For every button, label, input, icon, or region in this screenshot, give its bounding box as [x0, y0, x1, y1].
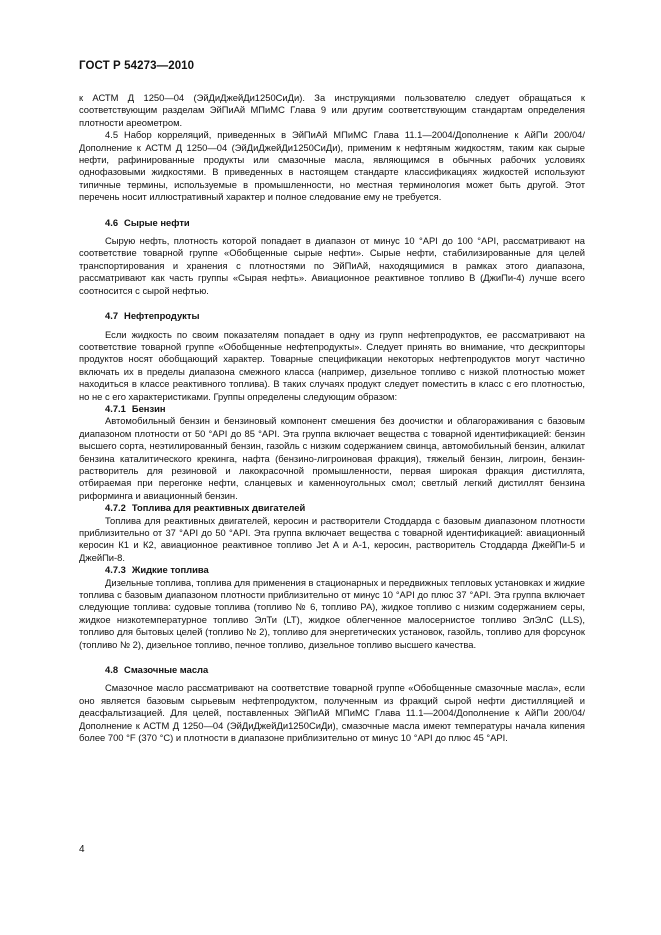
section-text-4-8: Смазочное масло рассматривают на соответствие товарной группе «Обобщенные смазочные масла», если оно является базовым сырьевым нефтепродуктом, полученным из фракций сырой нефти дистилляцией и деасфальтизацией. Для целей, поставленных ЭйПиАй МПиМС Глава 11.1—2004/Дополнение к АйПи 200/04/Дополнение к АСТМ Д 1250—04 (ЭйДиДжейДи1250СиДи), смазочные масла имеют температуры начала кипения более 700 °F (370 °С) и плотности в диапазоне приблизительно от минус 10 °API до плюс 45 °API. [79, 682, 585, 744]
document-header: ГОСТ Р 54273—2010 [79, 60, 195, 72]
paragraph-continuation: к АСТМ Д 1250—04 (ЭйДиДжейДи1250СиДи). За инструкциями пользователю следует обращаться к соответствующим разделам ЭйПиАй МПиМС Глава 9 или другим соответствующим стандартам определения плотности ареометром. [79, 92, 585, 128]
section-text-4-7-3: Дизельные топлива, топлива для применения в стационарных и передвижных тепловых установках и жидкие топлива с базовым диапазоном плотности приблизительно от минус 10 °API до плюс 37 °API. Эта группа включает следующие топлива: судовые топлива (топливо № 6, топливо РА), жидкое топливо с низким содержанием серы, жидкое низкотемпературное топливо ЭлТи (LT), жидкое облегченное малосернистое топливо ЭлЭлС (LLS), топливо для бытовых целей (топливо № 2), топливо для энергетических установок, газойль, топливо для форсунок (топливо № 2), дизельное топливо, печное топливо, дизельное топливо высшего качества. [79, 576, 585, 650]
section-number: 4.7.2 [105, 502, 126, 514]
section-number: 4.7 [105, 310, 119, 322]
section-number: 4.6 [105, 216, 119, 228]
section-heading-4-8 [79, 664, 585, 676]
section-text-4-7-2: Топлива для реактивных двигателей, керосин и растворители Стоддарда с базовым диапазоном плотности приблизительно от 37 °API до 50 °API. Эта группа включает вещества с товарной идентификацией: авиационный керосин К1 и К2, авиационное реактивное топливо Jet A и А-1, керосин, растворитель Стоддарда ДжейПи-5 и ДжейПи-8. [79, 514, 585, 563]
section-title: Нефтепродукты [124, 310, 200, 322]
section-heading-4-7-1 [79, 403, 585, 415]
section-heading-4-7-3 [79, 564, 585, 576]
section-title: Сырые нефти [124, 216, 190, 228]
section-title: Смазочные масла [124, 664, 209, 676]
section-title: Бензин [131, 402, 166, 414]
section-text-4-7: Если жидкость по своим показателям попадает в одну из групп нефтепродуктов, ее рассматривают на соответствие товарной группе «Обобщенные нефтепродукты». Следует принять во внимание, что дескрипторы продуктов носят обобщающий характер. Товарные спецификации некоторых нефтепродуктов могут частично включать их в пределы диапазона смежного класса (например, дизельное топливо с низкой плотностью может находиться в классе реактивного топлива). В таких случаях продукт следует поместить в класс с его плотностью, но не с его характеристиками. Группы определены следующим образом: [79, 328, 585, 402]
section-text-4-6: Сырую нефть, плотность которой попадает в диапазон от минус 10 °API до 100 °API, рассматривают на соответствие товарной группе «Обобщенные сырые нефти». Сырые нефти, стабилизированные для целей транспортирования и хранения с плотностями по ЭйПиАй, находящимися в рамках этого диапазона, рассматривают как часть группы «Сырая нефть». Авиационное реактивное топливо В (ДжиПи-4) лучше всего соотносится с сырой нефтью. [79, 235, 585, 296]
section-text-4-7-1: Автомобильный бензин и бензиновый компонент смешения без доочистки и облагораживания с базовым диапазоном плотности от 50 °API до 85 °API. Эта группа включает вещества с товарной идентификацией: бензин высшего сорта, неэтилированный бензин, газойль с низким содержанием свинца, автомобильный бензин, алкилат бензина каталитического крекинга, нафта (бензино-лигроиновая фракция), тяжелый бензин, лигроин, бензин-растворитель для резиновой и лакокрасочной промышленности, первая широкая фракция дистиллята, отбираемая при перегонке нефти, сланцевых и каменноугольных смол; светлый легкий дистиллят бензина риформинга и авиационный бензин. [79, 415, 585, 501]
section-heading-4-6 [79, 217, 585, 229]
section-number: 4.8 [105, 664, 119, 676]
section-heading-4-7-2 [79, 502, 585, 514]
section-number: 4.7.1 [105, 402, 126, 414]
page-number: 4 [79, 844, 85, 855]
paragraph-4-5: 4.5 Набор корреляций, приведенных в ЭйПиАй МПиМС Глава 11.1—2004/Дополнение к АйПи 200/04/Дополнение к АСТМ Д 1250—04 (ЭйДиДжейДи1250СиДи), применим к нефтяным жидкостям, таким как сырые нефти, рафинированные продукты или смазочные масла, являющимся в обычных рабочих условиях однофазовыми жидкостями. В приведенных в настоящем стандарте классификациях жидкостей используют типичные термины, используемые в промышленности, но местная терминология может быть другой. Этот перечень носит иллюстративный характер и полное следование ему не требуется. [79, 129, 585, 203]
section-title: Топлива для реактивных двигателей [131, 502, 306, 514]
section-heading-4-7 [79, 310, 585, 322]
section-title: Жидкие топлива [131, 564, 209, 576]
section-number: 4.7.3 [105, 564, 126, 576]
document-body [79, 92, 585, 745]
